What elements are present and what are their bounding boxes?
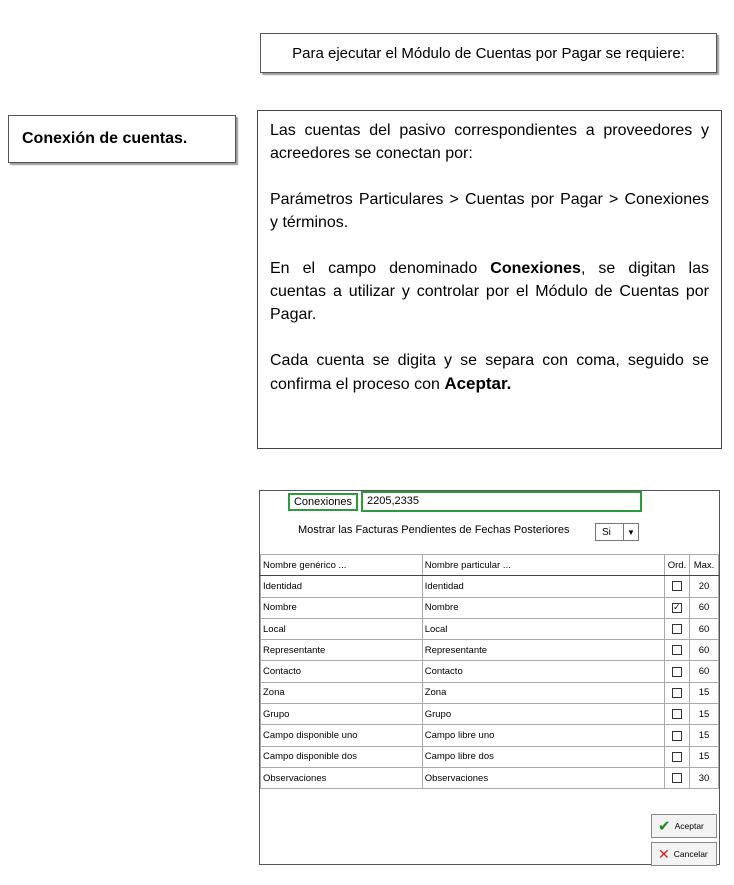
conexiones-input[interactable]: 2205,2335 <box>361 491 642 512</box>
ord-checkbox[interactable] <box>672 752 682 762</box>
table-row <box>261 640 719 661</box>
max-cell[interactable]: 30 <box>689 767 718 788</box>
ord-cell <box>665 640 690 661</box>
paragraph-4-text: Cada cuenta se digita y se separa con coma, seguido se confirma el proceso con <box>270 352 709 393</box>
ord-cell <box>665 661 690 682</box>
max-cell[interactable]: 60 <box>689 597 718 618</box>
max-cell[interactable]: 15 <box>689 704 718 725</box>
aceptar-label: Aceptar <box>674 821 704 831</box>
fields-table <box>260 554 719 789</box>
header-ord: Ord. <box>665 555 690 576</box>
table-header-row <box>261 555 719 576</box>
paragraph-3-text-b: , se digitan las cuentas a utilizar y controlar por el Módulo de Cuentas por Pagar. <box>270 260 710 323</box>
generic-name-cell: Campo disponible uno <box>261 725 423 746</box>
ord-checkbox[interactable] <box>672 731 682 741</box>
ord-cell <box>665 618 690 639</box>
table-row <box>261 767 719 788</box>
ord-cell <box>665 704 690 725</box>
generic-name-cell: Zona <box>261 682 423 703</box>
particular-name-cell[interactable]: Observaciones <box>422 767 664 788</box>
generic-name-cell: Local <box>261 618 423 639</box>
ord-checkbox[interactable] <box>672 688 682 698</box>
max-cell[interactable]: 20 <box>689 576 718 597</box>
table-row <box>261 704 719 725</box>
table-row <box>261 576 719 597</box>
particular-name-cell[interactable]: Grupo <box>422 704 664 725</box>
cancelar-label: Cancelar <box>673 849 708 859</box>
ord-cell <box>665 746 690 767</box>
particular-name-cell[interactable]: Representante <box>422 640 664 661</box>
ord-checkbox[interactable] <box>672 603 682 613</box>
instructions-box <box>257 110 722 449</box>
max-cell[interactable]: 15 <box>689 746 718 767</box>
table-row <box>261 682 719 703</box>
generic-name-cell: Representante <box>261 640 423 661</box>
generic-name-cell: Observaciones <box>261 767 423 788</box>
aceptar-button[interactable] <box>651 814 717 838</box>
ord-cell <box>665 682 690 703</box>
header-max: Max. <box>689 555 718 576</box>
table-row <box>261 597 719 618</box>
paragraph-3-bold: Conexiones <box>490 260 581 277</box>
chevron-down-icon[interactable]: ▼ <box>623 524 638 540</box>
paragraph-3-text-a: En el campo denominado <box>270 260 491 277</box>
particular-name-cell[interactable]: Zona <box>422 682 664 703</box>
max-cell[interactable]: 60 <box>689 640 718 661</box>
generic-name-cell: Campo disponible dos <box>261 746 423 767</box>
ord-cell <box>665 725 690 746</box>
ord-checkbox[interactable] <box>672 581 682 591</box>
ord-checkbox[interactable] <box>672 624 682 634</box>
x-icon: ✕ <box>658 845 670 862</box>
ord-cell <box>665 767 690 788</box>
ord-checkbox[interactable] <box>672 773 682 783</box>
table-row <box>261 746 719 767</box>
table-row <box>261 661 719 682</box>
generic-name-cell: Identidad <box>261 576 423 597</box>
paragraph-2: Parámetros Particulares > Cuentas por Pagar > Conexiones y términos. <box>270 191 709 231</box>
paragraph-4 <box>270 349 709 396</box>
generic-name-cell: Nombre <box>261 597 423 618</box>
ord-cell <box>665 597 690 618</box>
table-row <box>261 618 719 639</box>
particular-name-cell[interactable]: Campo libre uno <box>422 725 664 746</box>
max-cell[interactable]: 15 <box>689 725 718 746</box>
particular-name-cell[interactable]: Identidad <box>422 576 664 597</box>
ord-checkbox[interactable] <box>672 667 682 677</box>
particular-name-cell[interactable]: Nombre <box>422 597 664 618</box>
max-cell[interactable]: 15 <box>689 682 718 703</box>
ord-checkbox[interactable] <box>672 709 682 719</box>
mostrar-label: Mostrar las Facturas Pendientes de Fechas Posteriores <box>298 524 570 536</box>
mostrar-select-value: Si <box>602 526 611 538</box>
cancelar-button[interactable] <box>651 842 717 866</box>
table-row <box>261 725 719 746</box>
section-heading: Conexión de cuentas. <box>22 130 188 147</box>
paragraph-3 <box>270 257 709 326</box>
checkmark-icon: ✔ <box>658 818 671 835</box>
particular-name-cell[interactable]: Contacto <box>422 661 664 682</box>
section-heading-box <box>8 115 236 163</box>
ord-checkbox[interactable] <box>672 645 682 655</box>
header-particular: Nombre particular ... <box>422 555 664 576</box>
conexiones-label: Conexiones <box>288 493 358 511</box>
intro-box <box>260 33 717 73</box>
paragraph-4-bold: Aceptar. <box>444 374 512 393</box>
particular-name-cell[interactable]: Local <box>422 618 664 639</box>
max-cell[interactable]: 60 <box>689 618 718 639</box>
max-cell[interactable]: 60 <box>689 661 718 682</box>
generic-name-cell: Contacto <box>261 661 423 682</box>
generic-name-cell: Grupo <box>261 704 423 725</box>
particular-name-cell[interactable]: Campo libre dos <box>422 746 664 767</box>
intro-text: Para ejecutar el Módulo de Cuentas por Pagar se requiere: <box>292 45 685 62</box>
header-generic: Nombre genérico ... <box>261 555 423 576</box>
mostrar-select[interactable] <box>595 523 639 541</box>
paragraph-1: Las cuentas del pasivo correspondientes a proveedores y acreedores se conectan por: <box>270 122 709 162</box>
conexiones-dialog <box>259 490 720 865</box>
ord-cell <box>665 576 690 597</box>
